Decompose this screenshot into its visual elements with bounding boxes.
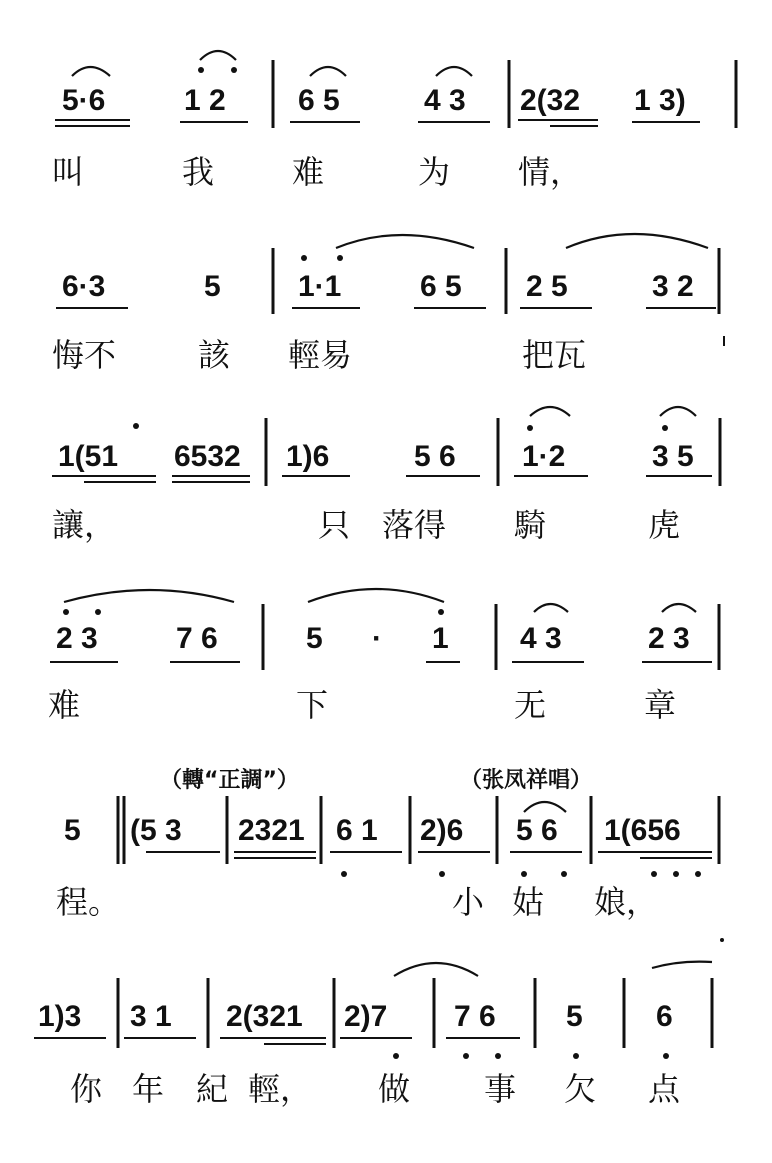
note-group: 1)6 [286, 440, 330, 473]
note-group: 2 3 [56, 622, 98, 655]
lyric: 欠 [564, 1070, 597, 1108]
lyric: 情， [518, 153, 583, 191]
note-group: · [372, 622, 382, 655]
note-group: 1(51 [58, 440, 119, 473]
octave-dot [695, 871, 701, 877]
note-group: 2321 [238, 814, 305, 847]
lyric: 下 [296, 686, 329, 724]
note-group: 4 3 [424, 84, 466, 117]
octave-dot [393, 1053, 399, 1059]
slur [394, 963, 478, 976]
note-group: 5 [306, 622, 323, 655]
lyric: 难 [48, 686, 81, 724]
octave-dot [561, 871, 567, 877]
slur [200, 51, 236, 60]
octave-dot [663, 1053, 669, 1059]
note-group: 6 5 [298, 84, 340, 117]
lyric: 虎 [648, 506, 681, 544]
slur [660, 407, 696, 416]
slur [436, 67, 472, 76]
octave-dot [438, 609, 444, 615]
slur [534, 604, 568, 612]
slur [310, 67, 346, 76]
slur [336, 235, 474, 248]
lyric: 該 [198, 336, 231, 374]
lyric: 叫 [52, 153, 85, 191]
slur [524, 802, 566, 812]
octave-dot [301, 255, 307, 261]
ink-mark [720, 938, 724, 942]
slur [308, 589, 444, 602]
lyric: 我 [182, 153, 215, 191]
octave-dot [573, 1053, 579, 1059]
octave-dot [662, 425, 668, 431]
score-row-4 [48, 589, 719, 724]
note-group: 7 6 [176, 622, 218, 655]
note-group: 6 [656, 1000, 673, 1033]
lyric: 把瓦 [522, 336, 587, 374]
note-group: 5 [64, 814, 81, 847]
score-row-3 [52, 407, 720, 544]
lyric: 难 [292, 153, 325, 191]
note-group: 1 [432, 622, 449, 655]
lyric: 輕， [248, 1070, 313, 1108]
lyric: 为 [418, 153, 451, 191]
lyric: 悔不 [52, 336, 117, 374]
note-group: 5·6 [62, 84, 106, 117]
note-group: 2 5 [526, 270, 568, 303]
note-group: 7 6 [454, 1000, 496, 1033]
slur [662, 604, 696, 612]
octave-dot [527, 425, 533, 431]
octave-dot [95, 609, 101, 615]
lyric: 讓， [52, 506, 117, 544]
note-group: 2(321 [226, 1000, 303, 1033]
note-group: (5 3 [130, 814, 182, 847]
lyric: 只 [318, 506, 351, 544]
lyric: 无 [514, 686, 547, 724]
octave-dot [463, 1053, 469, 1059]
lyric: 小 [452, 883, 485, 921]
note-group: 2 3 [648, 622, 690, 655]
note-group: 2)6 [420, 814, 464, 847]
lyric: 紀 [196, 1070, 229, 1108]
lyric: 事 [484, 1070, 517, 1108]
score-row-6 [34, 962, 712, 1108]
note-group: 5 [566, 1000, 583, 1033]
slur [652, 962, 712, 968]
note-group: 5 6 [414, 440, 456, 473]
note-group: 1·1 [298, 270, 342, 303]
key-change-annotation: （轉“正調”） [160, 768, 299, 793]
lyric: 姑 [512, 883, 545, 921]
lyric: 娘， [594, 883, 659, 921]
note-group: 2)7 [344, 1000, 388, 1033]
slur [72, 67, 110, 76]
note-group: 1(656 [604, 814, 681, 847]
octave-dot [231, 67, 237, 73]
note-group: 4 3 [520, 622, 562, 655]
note-group: 6 1 [336, 814, 378, 847]
octave-dot [63, 609, 69, 615]
lyric: 章 [644, 686, 677, 724]
lyric: 騎 [514, 506, 547, 544]
singer-annotation: （张凤祥唱） [460, 768, 593, 793]
note-group: 3 1 [130, 1000, 172, 1033]
note-group: 2(32 [520, 84, 581, 117]
slur [64, 590, 234, 602]
slur [566, 234, 708, 248]
note-group: 1 3) [634, 84, 686, 117]
note-group: 1 2 [184, 84, 226, 117]
note-group: 1·2 [522, 440, 566, 473]
lyric: 程。 [56, 883, 121, 921]
note-group: 1)3 [38, 1000, 82, 1033]
score-row-1 [52, 51, 736, 191]
score-row-5 [56, 767, 724, 942]
lyric: 点 [648, 1070, 681, 1108]
octave-dot [495, 1053, 501, 1059]
lyric: 輕易 [288, 336, 353, 374]
note-group: 3 5 [652, 440, 694, 473]
octave-dot [439, 871, 445, 877]
octave-dot [341, 871, 347, 877]
octave-dot [673, 871, 679, 877]
lyric: 落得 [382, 506, 447, 544]
score-row-2 [52, 234, 724, 374]
octave-dot [337, 255, 343, 261]
lyric: 做 [378, 1070, 411, 1108]
octave-dot [198, 67, 204, 73]
octave-dot [521, 871, 527, 877]
note-group: 6·3 [62, 270, 106, 303]
slur [530, 407, 570, 416]
note-group: 3 2 [652, 270, 694, 303]
octave-dot [133, 423, 139, 429]
note-group: 5 6 [516, 814, 558, 847]
lyric: 年 [132, 1070, 165, 1108]
note-group: 6532 [174, 440, 241, 473]
octave-dot [651, 871, 657, 877]
note-group: 5 [204, 270, 221, 303]
lyric: 你 [70, 1070, 103, 1108]
note-group: 6 5 [420, 270, 462, 303]
